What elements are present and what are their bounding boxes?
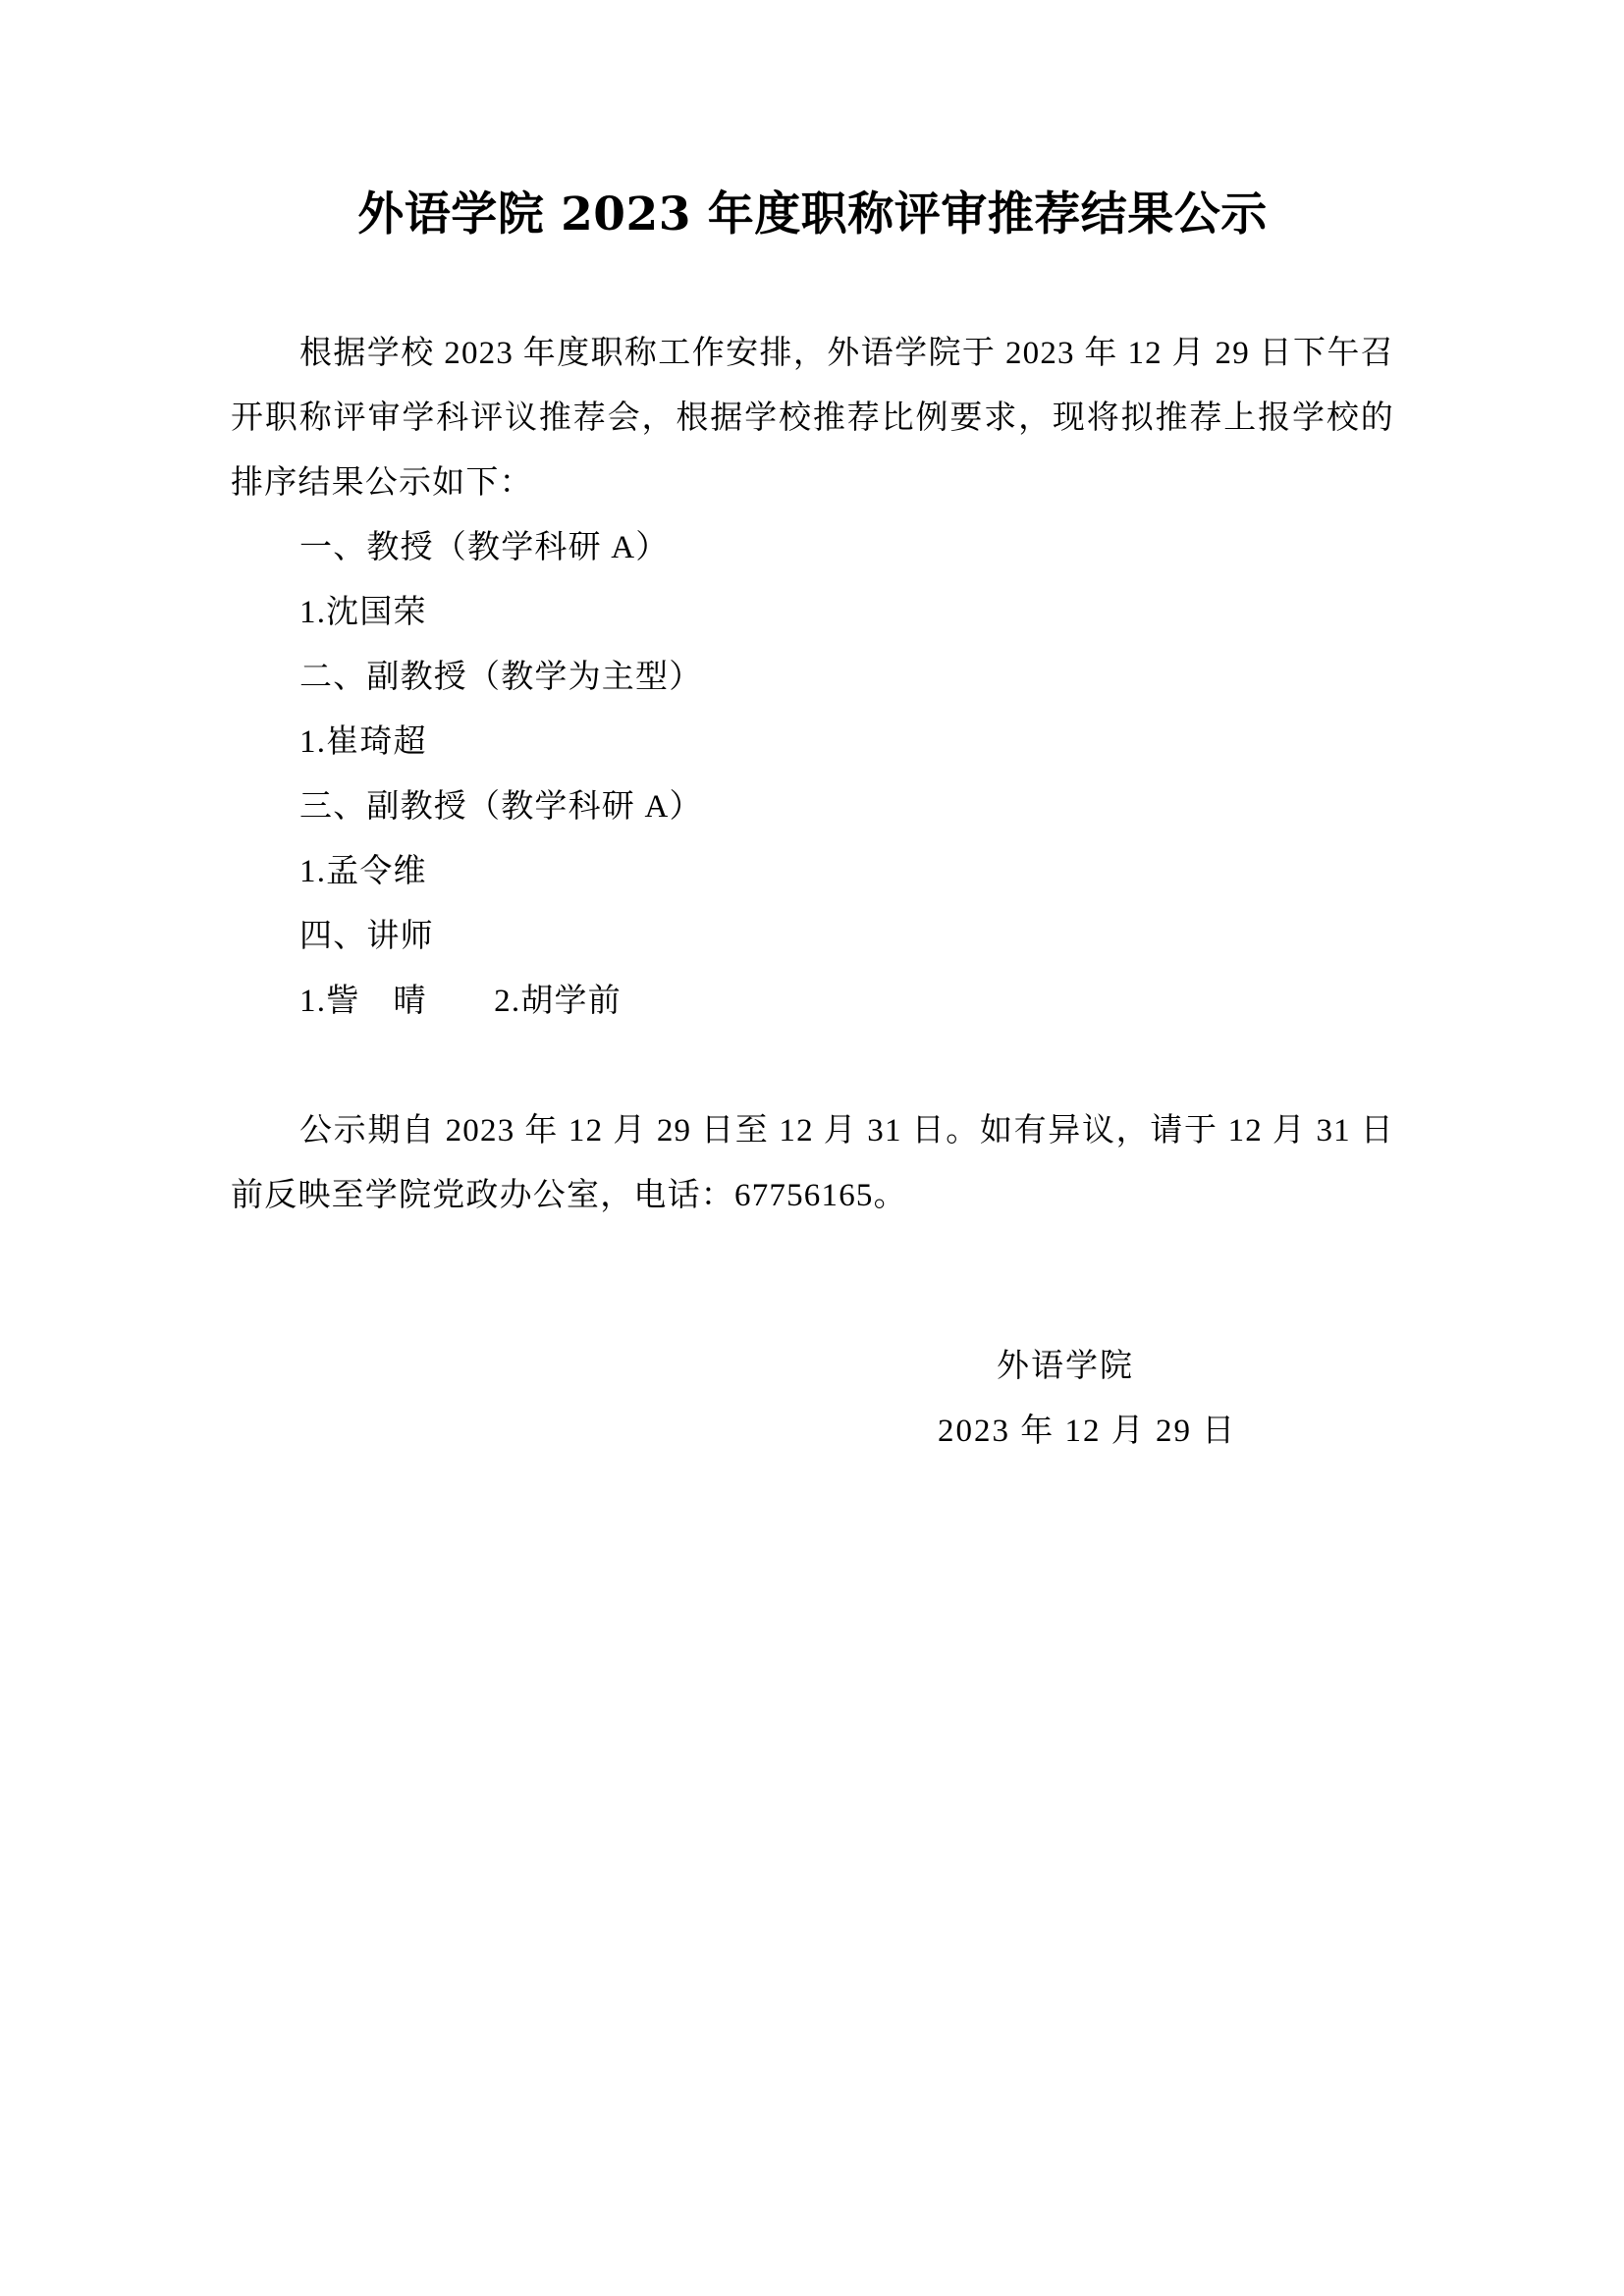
page-title: 外语学院 2023 年度职称评审推荐结果公示 xyxy=(357,187,1268,241)
section-entries-2: 1.崔琦超 xyxy=(299,723,427,760)
section-heading-2: 二、副教授（教学为主型） xyxy=(299,659,703,695)
intro-paragraph: 根据学校 2023 年度职称工作安排，外语学院于 2023 年 12 月 29 日下午召开职称评审学科评议推荐会，根据学校推荐比例要求，现将拟推荐上报学校的排序结果公示如下： xyxy=(231,335,1394,501)
section-entries-4: 1.訾 晴 2.胡学前 xyxy=(299,983,622,1019)
section-heading-1: 一、教授（教学科研 A） xyxy=(299,529,670,565)
signature-block xyxy=(231,1334,1394,1464)
section-entries-3: 1.孟令维 xyxy=(299,853,427,889)
section-entries-1: 1.沈国荣 xyxy=(299,594,427,630)
section-heading-4: 四、讲师 xyxy=(299,918,434,954)
signature-date: 2023 年 12 月 29 日 xyxy=(938,1413,1237,1449)
signature-organization: 外语学院 xyxy=(997,1348,1134,1384)
spacer xyxy=(231,1034,1394,1098)
notice-paragraph: 公示期自 2023 年 12 月 29 日至 12 月 31 日。如有异议，请于 12 月 31 日前反映至学院党政办公室，电话：67756165。 xyxy=(231,1112,1394,1213)
document-body xyxy=(231,187,1394,1464)
section-heading-3: 三、副教授（教学科研 A） xyxy=(299,788,703,825)
